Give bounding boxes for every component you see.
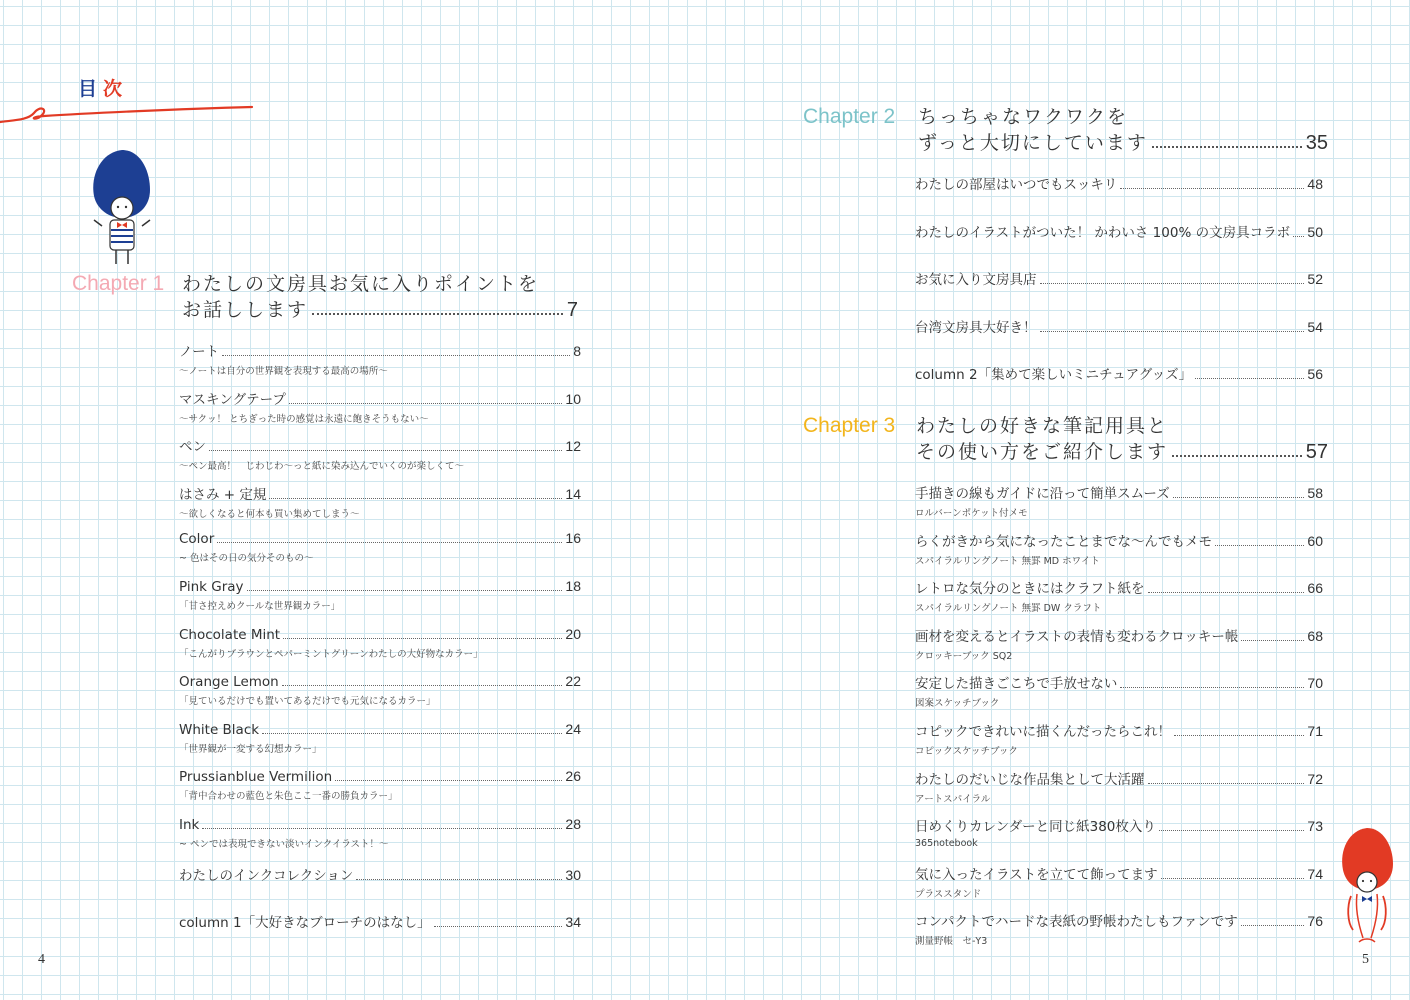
toc-entry-page: 12 bbox=[565, 438, 581, 455]
dot-leader bbox=[356, 879, 562, 880]
toc-entry-title: 日めくりカレンダーと同じ紙380枚入り bbox=[915, 819, 1156, 836]
toc-entry bbox=[915, 577, 1323, 614]
toc-entry-page: 68 bbox=[1307, 627, 1323, 644]
toc-entry-title: Color bbox=[179, 531, 215, 548]
dot-leader bbox=[335, 780, 562, 781]
toc-entry-page: 26 bbox=[565, 768, 581, 785]
toc-entry bbox=[179, 721, 581, 755]
toc-entry bbox=[915, 672, 1323, 709]
toc-entry-title: 安定した描きごこちで手放せない bbox=[915, 676, 1118, 693]
dot-leader bbox=[209, 450, 562, 451]
page-number-left: 4 bbox=[38, 952, 45, 967]
toc-entry bbox=[179, 435, 581, 472]
toc-entry-subtitle: 〜ノートは自分の世界観を表現する最高の場所〜 bbox=[179, 366, 388, 377]
dot-leader bbox=[269, 498, 562, 499]
toc-entry-page: 56 bbox=[1307, 366, 1323, 383]
dot-leader bbox=[1148, 783, 1305, 784]
toc-entry-page: 18 bbox=[565, 578, 581, 594]
toc-entry-subtitle: ロルバーンポケット付メモ bbox=[915, 508, 1028, 519]
toc-entry-title: column 1「大好きなブローチのはなし」 bbox=[179, 915, 431, 932]
dot-leader bbox=[202, 828, 562, 829]
dot-leader bbox=[283, 638, 562, 639]
toc-entry-page: 20 bbox=[565, 625, 581, 642]
toc-entry-subtitle: 〜欲しくなると何本も買い集めてしまう〜 bbox=[179, 508, 360, 520]
toc-entry bbox=[179, 911, 581, 931]
toc-entry-page: 58 bbox=[1307, 485, 1323, 501]
dot-leader bbox=[1195, 378, 1304, 379]
toc-entry bbox=[915, 221, 1323, 241]
toc-entry-page: 34 bbox=[565, 914, 581, 931]
dot-leader bbox=[1215, 545, 1304, 546]
toc-entry-title: 気に入ったイラストを立てて飾ってます bbox=[915, 866, 1158, 883]
chapter2-title: ちっちゃなワクワクを ずっと大切にしています 35 bbox=[918, 106, 1328, 154]
toc-entry-subtitle: 「見ているだけでも置いてあるだけでも元気になるカラー」 bbox=[179, 696, 436, 708]
toc-entry-title: わたしの部屋はいつでもスッキリ bbox=[915, 177, 1118, 193]
dot-leader bbox=[282, 685, 563, 686]
toc-entry-page: 76 bbox=[1307, 913, 1323, 930]
toc-entry bbox=[915, 173, 1323, 193]
toc-entry bbox=[915, 268, 1323, 288]
toc-entry-title: 手描きの線もガイドに沿って簡単スムーズ bbox=[915, 486, 1170, 502]
toc-entry bbox=[179, 673, 581, 707]
toc-entry-page: 72 bbox=[1307, 770, 1323, 787]
dot-leader bbox=[1173, 497, 1305, 498]
chapter1-page: 7 bbox=[566, 299, 578, 321]
chapter2-page: 35 bbox=[1305, 132, 1328, 154]
toc-entry-title: コンパクトでハードな表紙の野帳わたしもファンです bbox=[915, 914, 1238, 931]
toc-entry-title: お気に入り文房具店 bbox=[915, 272, 1037, 289]
toc-entry-title: はさみ + 定規 bbox=[179, 486, 267, 503]
toc-entry-title: わたしのだいじな作品集として大活躍 bbox=[915, 771, 1145, 788]
chapter2-label: Chapter 2 bbox=[803, 105, 896, 128]
dot-leader bbox=[262, 733, 562, 734]
toc-entry bbox=[179, 483, 581, 520]
blue-hair-character-icon bbox=[88, 148, 156, 276]
toc-entry-title: Ink bbox=[179, 817, 200, 833]
dot-leader bbox=[1159, 830, 1305, 831]
toc-entry-subtitle: 「世界観が一変する幻想カラー」 bbox=[179, 743, 322, 755]
toc-entry bbox=[915, 625, 1323, 662]
toc-entry bbox=[915, 910, 1323, 947]
page-number-right: 5 bbox=[1362, 952, 1369, 967]
toc-entry-subtitle: 「背中合わせの藍色と朱色ここ一番の勝負カラー」 bbox=[179, 791, 398, 803]
toc-entry-page: 28 bbox=[565, 816, 581, 832]
chapter1-title: わたしの文房具お気に入りポイントを お話しします 7 bbox=[182, 273, 578, 321]
toc-entry-title: White Black bbox=[179, 721, 260, 738]
dot-leader bbox=[1148, 592, 1305, 593]
toc-entry-page: 24 bbox=[565, 720, 581, 737]
toc-entry-page: 8 bbox=[573, 343, 581, 359]
toc-entry-title: レトロな気分のときにはクラフト紙を bbox=[915, 581, 1145, 598]
toc-entry-subtitle: ~ ペンでは表現できない淡いインクイラスト！〜 bbox=[179, 839, 389, 850]
toc-entry-title: Pink Gray bbox=[179, 579, 244, 595]
right-page bbox=[705, 0, 1410, 1000]
toc-entry-page: 66 bbox=[1307, 580, 1323, 597]
toc-entry-subtitle: 〜サクッ！ とちぎった時の感覚は永遠に飽きそうもない〜 bbox=[179, 413, 429, 425]
toc-entry-subtitle: 365notebook bbox=[915, 838, 978, 850]
chapter3-label: Chapter 3 bbox=[803, 414, 896, 437]
toc-entry-page: 54 bbox=[1307, 318, 1323, 335]
toc-entry bbox=[915, 363, 1323, 383]
toc-entry-page: 22 bbox=[565, 673, 581, 690]
toc-entry bbox=[915, 768, 1323, 805]
toc-entry-title: わたしのイラストがついた！ かわいさ 100% の文房具コラボ bbox=[915, 224, 1291, 241]
toc-entry-subtitle: 〜ペン最高！ じわじわ〜っと紙に染み込んでいくのが楽しくて〜 bbox=[179, 461, 465, 473]
chapter3-page: 57 bbox=[1305, 441, 1328, 463]
dot-leader bbox=[1040, 283, 1305, 284]
toc-entry-page: 10 bbox=[565, 390, 581, 407]
dot-leader bbox=[1293, 236, 1304, 237]
toc-entry bbox=[179, 816, 581, 850]
toc-entry-subtitle: スパイラルリングノート 無罫 DW クラフト bbox=[915, 603, 1102, 615]
toc-entry-page: 60 bbox=[1307, 532, 1323, 549]
dot-leader bbox=[1040, 331, 1305, 332]
toc-entry-title: らくがきから気になったことまでな〜んでもメモ bbox=[915, 533, 1212, 550]
chapter1-label: Chapter 1 bbox=[72, 272, 165, 295]
red-hair-character-icon bbox=[1337, 826, 1397, 948]
toc-entry bbox=[179, 768, 581, 802]
toc-entry bbox=[915, 530, 1323, 567]
dot-leader bbox=[289, 403, 563, 404]
toc-entry-title: Chocolate Mint bbox=[179, 626, 281, 643]
toc-entry-title: 台湾文房具大好き！ bbox=[915, 319, 1037, 336]
toc-entry-title: Orange Lemon bbox=[179, 674, 279, 691]
dot-leader bbox=[434, 926, 563, 927]
toc-entry-title: ペン bbox=[179, 439, 206, 456]
toc-entry-title: Prussianblue Vermilion bbox=[179, 769, 333, 786]
toc-entry bbox=[179, 864, 581, 884]
toc-entry-page: 70 bbox=[1307, 675, 1323, 692]
toc-entry bbox=[915, 720, 1323, 757]
toc-entry-page: 74 bbox=[1307, 865, 1323, 882]
dot-leader bbox=[222, 355, 570, 356]
toc-entry-title: 画材を変えるとイラストの表情も変わるクロッキー帳 bbox=[915, 628, 1239, 645]
toc-entry bbox=[179, 340, 581, 377]
chapter3-title: わたしの好きな筆記用具と その使い方をご紹介します 57 bbox=[916, 415, 1328, 463]
dot-leader bbox=[1161, 878, 1305, 879]
toc-entry-subtitle: コピックスケッチブック bbox=[915, 746, 1018, 757]
toc-entry-page: 16 bbox=[565, 530, 581, 547]
dot-leader bbox=[1120, 188, 1304, 189]
toc-entry-subtitle: クロッキーブック SQ2 bbox=[915, 650, 1013, 662]
toc-entry-title: マスキングテープ bbox=[179, 391, 286, 408]
toc-entry-subtitle: 図案スケッチブック bbox=[915, 698, 1000, 710]
toc-entry bbox=[915, 482, 1323, 519]
decorative-red-line bbox=[0, 95, 260, 135]
toc-entry-subtitle: スパイラルリングノート 無罫 MD ホワイト bbox=[915, 555, 1100, 567]
toc-entry-page: 14 bbox=[565, 485, 581, 502]
toc-entry bbox=[179, 578, 581, 612]
dot-leader bbox=[1241, 925, 1305, 926]
toc-entry-title: column 2「集めて楽しいミニチュアグッズ」 bbox=[915, 367, 1193, 384]
toc-entry-title: ノート bbox=[179, 344, 220, 360]
toc-entry bbox=[179, 530, 581, 564]
toc-entry-subtitle: 「こんがりブラウンとペパーミントグリーンわたしの大好物なカラー」 bbox=[179, 648, 483, 660]
toc-entry-page: 71 bbox=[1307, 723, 1323, 739]
dot-leader bbox=[1120, 687, 1304, 688]
toc-entry bbox=[179, 388, 581, 425]
toc-entry bbox=[915, 815, 1323, 849]
toc-entry-page: 73 bbox=[1307, 818, 1323, 835]
toc-entry bbox=[915, 863, 1323, 900]
toc-entry bbox=[179, 626, 581, 660]
toc-entry-title: わたしのインクコレクション bbox=[179, 867, 354, 884]
dot-leader bbox=[1241, 640, 1304, 641]
toc-entry-page: 48 bbox=[1307, 176, 1323, 192]
toc-entry-subtitle: プラススタンド bbox=[915, 888, 982, 900]
dot-leader bbox=[1174, 735, 1304, 736]
toc-entry-page: 50 bbox=[1307, 223, 1323, 240]
dot-leader bbox=[247, 590, 563, 591]
toc-entry-subtitle: 「甘さ控えめクールな世界観カラー」 bbox=[179, 601, 341, 612]
toc-entry-subtitle: ~ 色はその日の気分そのもの〜 bbox=[179, 553, 314, 565]
toc-entry-page: 52 bbox=[1307, 271, 1323, 288]
toc-entry-title: コピックできれいに描くんだったらこれ！ bbox=[915, 724, 1171, 740]
toc-entry-page: 30 bbox=[565, 866, 581, 883]
toc-entry bbox=[915, 316, 1323, 336]
toc-entry-subtitle: 測量野帳 セ-Y3 bbox=[915, 936, 988, 948]
toc-entry-subtitle: アートスパイラル bbox=[915, 793, 991, 805]
toc-title: 目次 bbox=[78, 78, 129, 100]
dot-leader bbox=[217, 542, 562, 543]
